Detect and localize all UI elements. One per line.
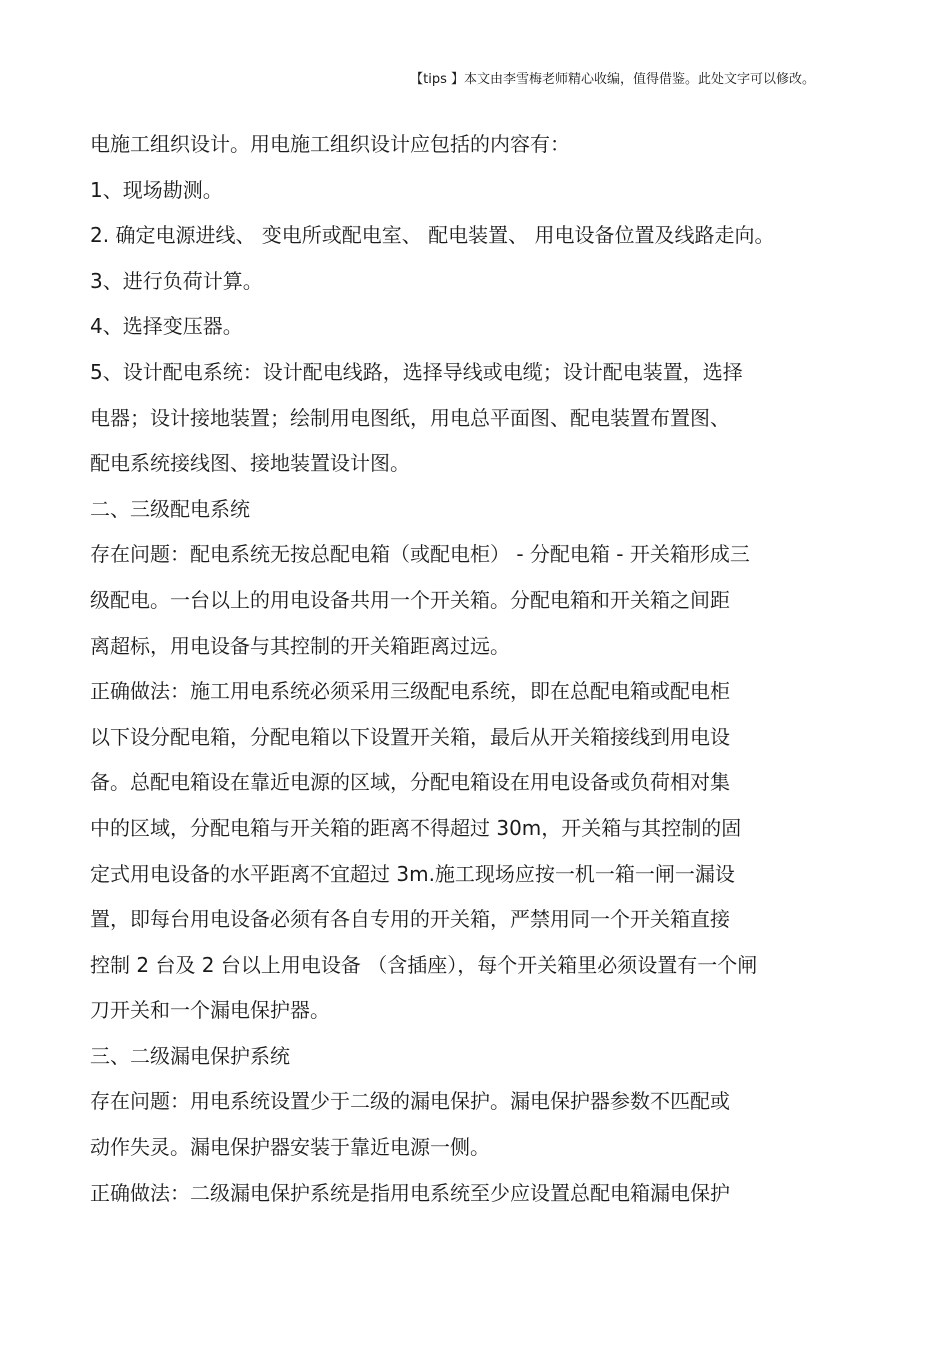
- text-line: 存在问题：用电系统设置少于二级的漏电保护。漏电保护器参数不匹配或: [90, 1089, 730, 1114]
- document-body: [90, 128, 870, 1222]
- list-item: 5、设计配电系统：设计配电线路，选择导线或电缆；设计配电装置，选择: [90, 359, 743, 384]
- text-line: 置，即每台用电设备必须有各自专用的开关箱，严禁用同一个开关箱直接: [90, 907, 730, 932]
- text-line: 配电系统接线图、接地装置设计图。: [90, 451, 410, 476]
- list-item: 1、现场勘测。: [90, 177, 223, 202]
- section-heading: 二、三级配电系统: [90, 496, 250, 521]
- text-line: 刀开关和一个漏电保护器。: [90, 998, 330, 1023]
- text-line: 电施工组织设计。用电施工组织设计应包括的内容有：: [90, 132, 570, 156]
- text-line: 存在问题：配电系统无按总配电箱（或配电柜） - 分配电箱 - 开关箱形成三: [90, 542, 750, 567]
- text-line: 以下设分配电箱，分配电箱以下设置开关箱，最后从开关箱接线到用电设: [90, 724, 730, 749]
- text-line: 中的区域，分配电箱与开关箱的距离不得超过 30m，开关箱与其控制的固: [90, 815, 742, 840]
- text-line: 电器；设计接地装置；绘制用电图纸，用电总平面图、配电装置布置图、: [90, 405, 730, 430]
- section-heading: 三、二级漏电保护系统: [90, 1043, 290, 1068]
- text-line: 正确做法：施工用电系统必须采用三级配电系统，即在总配电箱或配电柜: [90, 679, 730, 704]
- text-line: 控制 2 台及 2 台以上用电设备 （含插座），每个开关箱里必须设置有一个闸: [90, 952, 758, 977]
- header-tips: 【tips 】本文由李雪梅老师精心收编，值得借鉴。此处文字可以修改。: [410, 72, 815, 87]
- list-item: 2. 确定电源进线、 变电所或配电室、 配电装置、 用电设备位置及线路走向。: [90, 223, 775, 248]
- list-item: 3、进行负荷计算。: [90, 268, 263, 293]
- text-line: 级配电。一台以上的用电设备共用一个开关箱。分配电箱和开关箱之间距: [90, 587, 730, 612]
- text-line: 定式用电设备的水平距离不宜超过 3m.施工现场应按一机一箱一闸一漏设: [90, 861, 735, 886]
- text-line: 动作失灵。漏电保护器安装于靠近电源一侧。: [90, 1135, 490, 1160]
- text-line: 备。总配电箱设在靠近电源的区域，分配电箱设在用电设备或负荷相对集: [90, 770, 730, 795]
- text-line: 正确做法：二级漏电保护系统是指用电系统至少应设置总配电箱漏电保护: [90, 1180, 730, 1205]
- list-item: 4、选择变压器。: [90, 314, 243, 339]
- text-line: 离超标，用电设备与其控制的开关箱距离过远。: [90, 633, 510, 658]
